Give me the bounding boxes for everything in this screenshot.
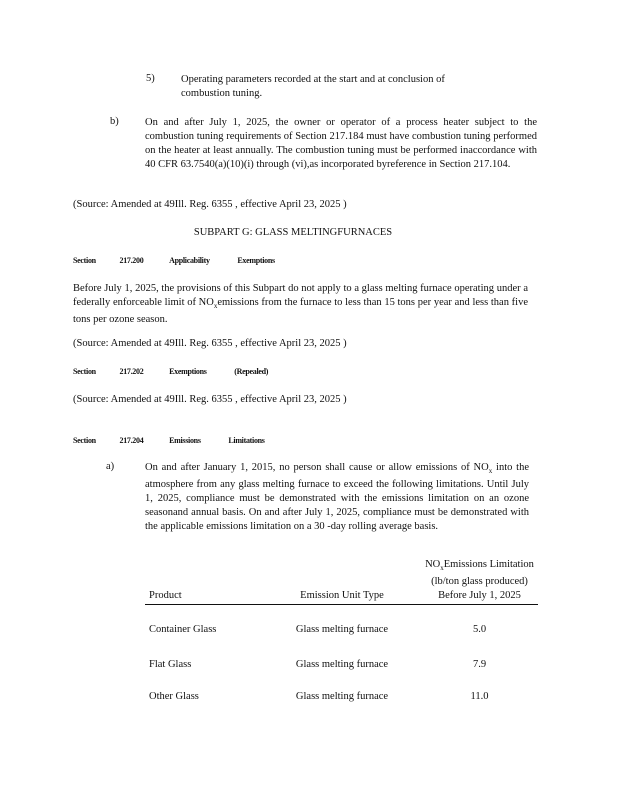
nox-subscript: x [213,302,218,311]
subpart-title: SUBPART G: GLASS MELTINGFURNACES [193,227,393,238]
cell-emission-unit: Glass melting furnace [295,691,389,703]
table-row [145,605,538,650]
list-number-5: 5) [146,73,155,84]
section-number: 217.204 [119,436,144,445]
section-title-part-1: Emissions [169,436,201,445]
section-word: Section [73,367,96,376]
section-title-part-1: Exemptions [169,367,207,376]
column-header-product: Product [145,558,277,605]
section-217-200-heading [73,256,275,265]
item-5-text [181,73,484,101]
section-title-part-1: Applicability [169,256,210,265]
section-word: Section [73,256,96,265]
item-b-text: On and after July 1, 2025, the owner or operator of a process heater subject to the combustion tuning requirements of Section 217.184 must have combustion tuning performed on the heater at least annually. The combustion tuning must be performed inaccordance with 40 CFR 63.7540(a)(10)(i) through (vi),as incorporated byreference in Section 217.104. [145,117,537,170]
cell-emission-unit: Glass melting furnace [295,659,389,671]
section-title-part-2: (Repealed) [234,367,269,376]
section-number: 217.202 [119,367,144,376]
item-a-text-after: into the atmosphere from any glass melting furnace to exceed the following limitations. Until July 1, 2025, compliance must be demonstrated with the emissions limitation on an ozone seasonand annual basis. On and after July 1, 2025, compliance must be demonstrated with the applicable emissions limitation on a 30 -day rolling average basis. [145,462,529,533]
column-header-emission-unit-type: Emission Unit Type [277,558,407,605]
list-letter-b: b) [110,116,119,127]
item-5-line-1: Operating parameters recorded at the start and at conclusion of [181,74,445,85]
body-text-after: emissions from the furnace to less than 15 tons per year and less than five tons per ozone season. [73,297,528,326]
section-number: 217.200 [119,256,144,265]
header-nox-text: NO [425,559,441,570]
table-header-row [145,558,538,605]
table-row [145,649,538,681]
section-title-part-2: Exemptions [237,256,275,265]
emissions-limitations-table [145,558,538,713]
item-a-text [145,461,529,534]
source-note-1: (Source: Amended at 49Ill. Reg. 6355 , effective April 23, 2025 ) [73,199,347,210]
list-letter-a: a) [106,461,115,472]
column-header-nox-limit [407,558,538,605]
section-word: Section [73,436,96,445]
cell-limit: 7.9 [472,659,487,671]
section-217-204-heading [73,436,265,445]
nox-subscript: x [488,467,493,476]
section-217-202-heading [73,367,268,376]
cell-limit: 11.0 [470,691,489,703]
source-note-3: (Source: Amended at 49Ill. Reg. 6355 , effective April 23, 2025 ) [73,394,347,405]
cell-product: Container Glass [149,624,217,636]
cell-emission-unit: Glass melting furnace [295,624,389,636]
section-title-part-2: Limitations [228,436,265,445]
source-note-2: (Source: Amended at 49Ill. Reg. 6355 , effective April 23, 2025 ) [73,338,347,349]
cell-product: Other Glass [149,691,199,703]
header-nox-subscript: x [440,564,444,573]
cell-limit: 5.0 [472,624,487,636]
header-limit-text: Emissions Limitation (lb/ton glass produced) Before July 1, 2025 [431,559,534,602]
cell-product: Flat Glass [149,659,192,671]
item-5-line-2: combustion tuning. [181,88,263,99]
body-text-before: Before July 1, 2025, the provisions of this Subpart do not apply to a glass melting furnace operating under a federally enforceable limit of NO [73,283,528,308]
section-217-200-body [73,282,528,327]
table-row [145,681,538,713]
item-a-text-before: On and after January 1, 2015, no person shall cause or allow emissions of NO [145,462,489,473]
